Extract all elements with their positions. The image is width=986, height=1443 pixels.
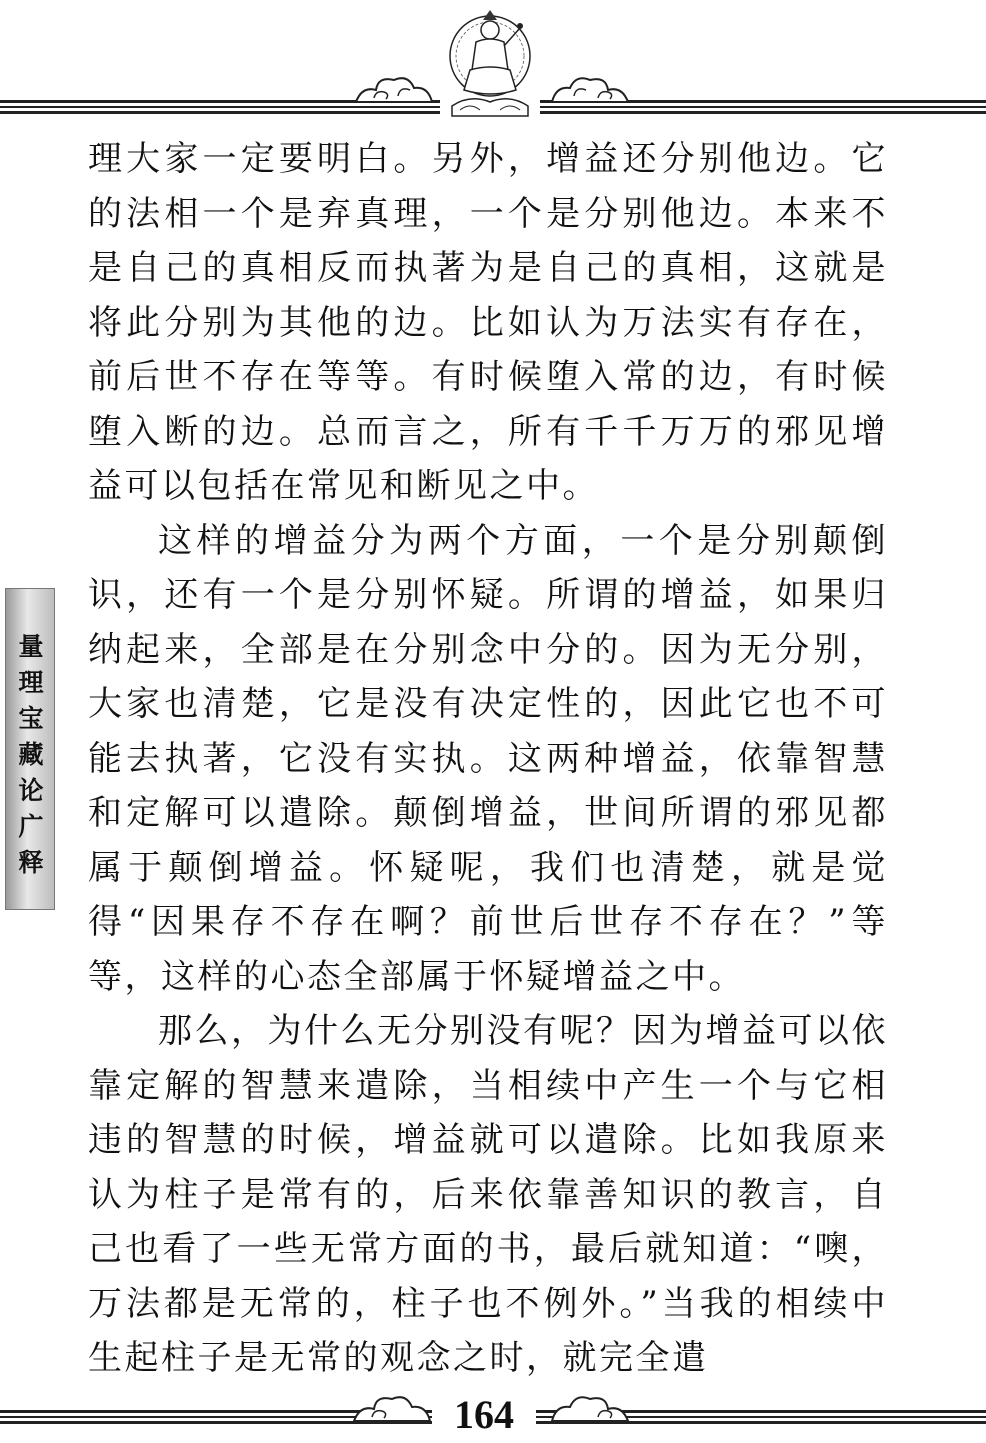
page-header	[0, 0, 986, 125]
paragraph: 那么，为什么无分别没有呢？因为增益可以依靠定解的智慧来遣除，当相续中产生一个与它相违的智慧的时候，增益就可以遣除。比如我原来认为柱子是常有的，后来依靠善知识的教言，自己也看了一些无常方面的书，最后就知道：“噢，万法都是无常的，柱子也不例外。”当我的相续中生起柱子是无常的观念之时，就完全遣	[88, 1011, 888, 1378]
side-chapter-tab	[5, 588, 55, 910]
cloud-ornament-icon	[352, 72, 436, 108]
paragraph: 理大家一定要明白。另外，增益还分别他边。它的法相一个是弃真理，一个是分别他边。本来不是自己的真相反而执著为是自己的真相，这就是将此分别为其他的边。比如认为万法实有存在，前后世不存在等等。有时候堕入常的边，有时候堕入断的边。总而言之，所有千千万万的邪见增益可以包括在常见和断见之中。	[88, 139, 888, 506]
side-tab-title: 量理宝藏论广释	[18, 632, 44, 877]
page-footer	[0, 1385, 986, 1443]
paragraph: 这样的增益分为两个方面，一个是分别颠倒识，还有一个是分别怀疑。所谓的增益，如果归纳起来，全部是在分别念中分的。因为无分别，大家也清楚，它是没有决定性的，因此它也不可能去执著，它没有实执。这两种增益，依靠智慧和定解可以遣除。颠倒增益，世间所谓的邪见都属于颠倒增益。怀疑呢，我们也清楚，就是觉得“因果存不存在啊？前世后世存不存在？”等等，这样的心态全部属于怀疑增益之中。	[88, 520, 888, 997]
page-number: 164	[454, 1392, 514, 1437]
cloud-ornament-icon	[548, 1391, 632, 1427]
cloud-ornament-icon	[548, 72, 632, 108]
deity-illustration-icon	[440, 6, 540, 118]
body-text	[88, 132, 888, 1386]
cloud-ornament-icon	[350, 1391, 434, 1427]
